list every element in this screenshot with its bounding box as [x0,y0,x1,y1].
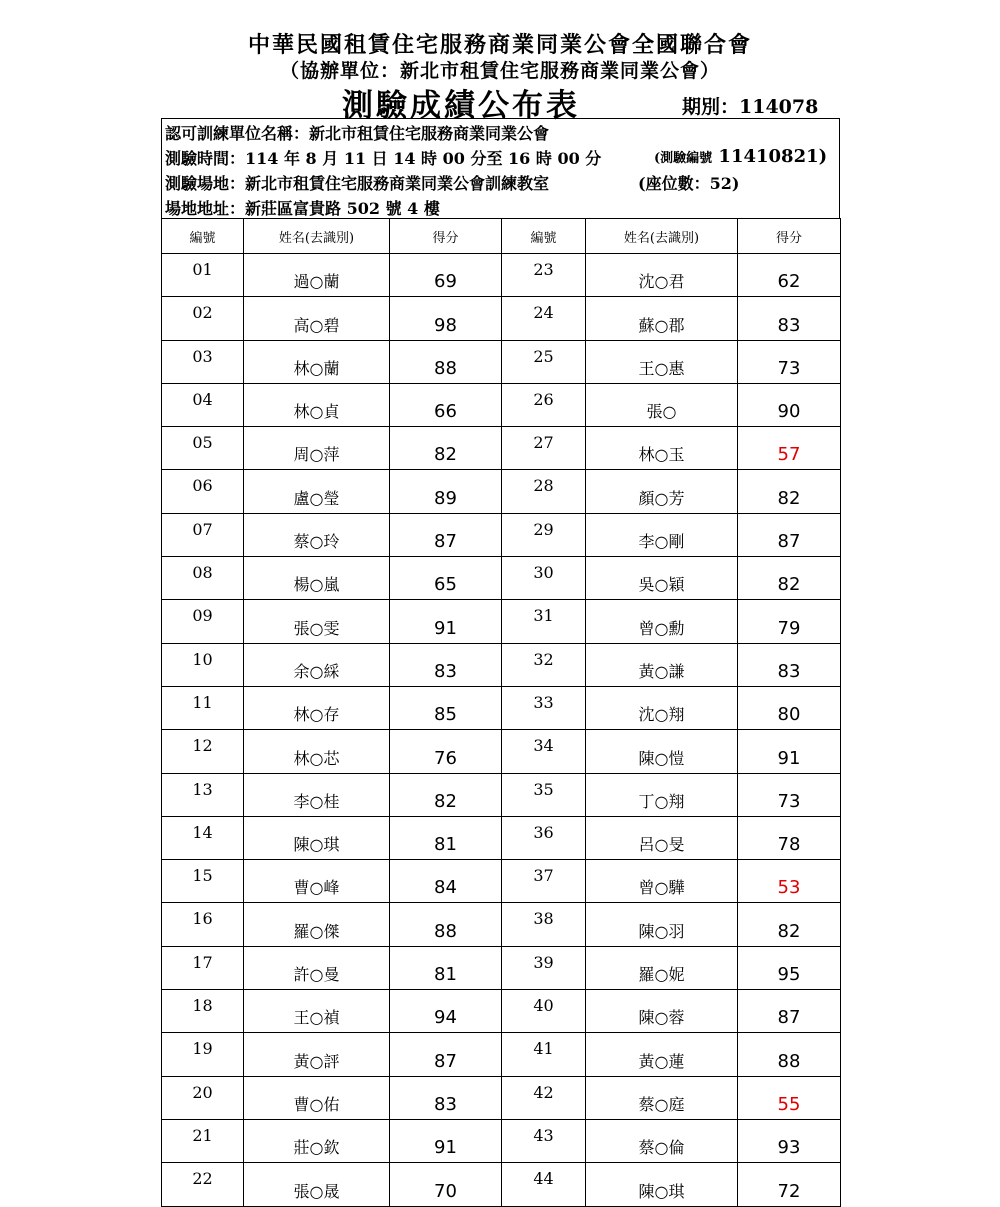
candidate-number: 41 [502,1033,586,1076]
candidate-score: 91 [390,1119,502,1162]
candidate-score: 70 [390,1163,502,1206]
table-row [162,340,841,383]
candidate-number: 30 [502,557,586,600]
table-row [162,1119,841,1162]
candidate-name: 沈○翔 [586,686,738,729]
organization-title: 中華民國租賃住宅服務商業同業公會全國聯合會 [247,32,752,58]
header-name-left: 姓名(去識別) [244,219,390,254]
candidate-number: 06 [162,470,244,513]
candidate-number: 23 [502,254,586,297]
candidate-number: 20 [162,1076,244,1119]
table-row [162,1033,841,1076]
training-unit-line: 認可訓練單位名稱：新北市租賃住宅服務商業同業公會 [165,124,550,143]
candidate-score: 73 [738,340,841,383]
candidate-score: 78 [738,816,841,859]
candidate-number: 24 [502,297,586,340]
candidate-name: 張○雯 [244,600,390,643]
candidate-name: 陳○愷 [586,730,738,773]
table-row [162,470,841,513]
candidate-score: 87 [738,513,841,556]
exam-number [654,146,827,167]
candidate-name: 吳○穎 [586,557,738,600]
candidate-name: 曹○佑 [244,1076,390,1119]
candidate-number: 09 [162,600,244,643]
table-row [162,513,841,556]
table-row [162,773,841,816]
candidate-score: 87 [738,990,841,1033]
seat-count: (座位數：52) [638,174,740,193]
candidate-score: 82 [738,470,841,513]
candidate-score: 82 [390,773,502,816]
candidate-number: 34 [502,730,586,773]
candidate-score: 88 [738,1033,841,1076]
candidate-number: 19 [162,1033,244,1076]
candidate-score: 81 [390,816,502,859]
candidate-name: 林○貞 [244,383,390,426]
candidate-name: 楊○嵐 [244,557,390,600]
candidate-number: 31 [502,600,586,643]
candidate-score-failing: 57 [738,427,841,470]
table-row [162,1163,841,1206]
candidate-name: 張○ [586,383,738,426]
candidate-name: 許○曼 [244,946,390,989]
table-row [162,990,841,1033]
candidate-name: 陳○蓉 [586,990,738,1033]
candidate-score: 87 [390,513,502,556]
candidate-score: 94 [390,990,502,1033]
candidate-score: 95 [738,946,841,989]
candidate-name: 余○綵 [244,643,390,686]
table-row [162,1076,841,1119]
candidate-score-failing: 53 [738,860,841,903]
candidate-number: 03 [162,340,244,383]
candidate-number: 38 [502,903,586,946]
candidate-number: 33 [502,686,586,729]
candidate-number: 35 [502,773,586,816]
candidate-score: 85 [390,686,502,729]
candidate-score: 87 [390,1033,502,1076]
exam-time-line: 測驗時間：114 年 8 月 11 日 14 時 00 分至 16 時 00 分 [165,149,602,168]
candidate-score: 84 [390,860,502,903]
candidate-score: 83 [390,1076,502,1119]
candidate-number: 40 [502,990,586,1033]
candidate-score: 98 [390,297,502,340]
candidate-number: 44 [502,1163,586,1206]
candidate-score: 73 [738,773,841,816]
candidate-name: 莊○欽 [244,1119,390,1162]
table-row [162,946,841,989]
venue-address-line: 場地地址：新莊區富貴路 502 號 4 樓 [165,199,440,218]
candidate-score: 66 [390,383,502,426]
candidate-score: 72 [738,1163,841,1206]
candidate-number: 39 [502,946,586,989]
candidate-name: 羅○妮 [586,946,738,989]
exam-number-value: 11410821) [712,146,828,167]
header-number-right: 編號 [502,219,586,254]
candidate-number: 14 [162,816,244,859]
table-row [162,643,841,686]
candidate-score: 89 [390,470,502,513]
table-row [162,903,841,946]
candidate-score: 80 [738,686,841,729]
candidate-number: 16 [162,903,244,946]
candidate-score: 76 [390,730,502,773]
candidate-name: 蔡○庭 [586,1076,738,1119]
candidate-score: 93 [738,1119,841,1162]
candidate-score: 62 [738,254,841,297]
candidate-name: 過○蘭 [244,254,390,297]
candidate-number: 11 [162,686,244,729]
candidate-name: 陳○羽 [586,903,738,946]
table-header-row [162,219,841,254]
candidate-name: 曾○驊 [586,860,738,903]
candidate-name: 林○蘭 [244,340,390,383]
candidate-score: 88 [390,903,502,946]
candidate-name: 羅○傑 [244,903,390,946]
candidate-name: 蔡○倫 [586,1119,738,1162]
candidate-number: 36 [502,816,586,859]
candidate-score: 91 [390,600,502,643]
candidate-name: 李○剛 [586,513,738,556]
table-row [162,816,841,859]
table-row [162,600,841,643]
candidate-name: 林○存 [244,686,390,729]
candidate-name: 蘇○郡 [586,297,738,340]
candidate-score-failing: 55 [738,1076,841,1119]
candidate-number: 01 [162,254,244,297]
document-title: 測驗成績公布表 [342,88,580,124]
exam-number-label: (測驗編號 [654,151,713,166]
candidate-score: 69 [390,254,502,297]
candidate-number: 29 [502,513,586,556]
exam-venue-line: 測驗場地：新北市租賃住宅服務商業同業公會訓練教室 [165,174,550,193]
table-row [162,427,841,470]
candidate-name: 盧○瑩 [244,470,390,513]
candidate-number: 07 [162,513,244,556]
candidate-number: 42 [502,1076,586,1119]
candidate-name: 顏○芳 [586,470,738,513]
candidate-name: 王○禎 [244,990,390,1033]
candidate-number: 28 [502,470,586,513]
candidate-number: 10 [162,643,244,686]
table-row [162,860,841,903]
candidate-name: 黃○謙 [586,643,738,686]
table-row [162,297,841,340]
candidate-number: 18 [162,990,244,1033]
candidate-number: 04 [162,383,244,426]
candidate-score: 81 [390,946,502,989]
candidate-name: 曾○勳 [586,600,738,643]
candidate-name: 林○芯 [244,730,390,773]
candidate-name: 沈○君 [586,254,738,297]
header-number-left: 編號 [162,219,244,254]
header-score-left: 得分 [390,219,502,254]
candidate-name: 陳○琪 [586,1163,738,1206]
candidate-number: 12 [162,730,244,773]
candidate-score: 88 [390,340,502,383]
candidate-number: 05 [162,427,244,470]
exam-info-box [161,118,840,218]
candidate-number: 08 [162,557,244,600]
candidate-number: 17 [162,946,244,989]
candidate-number: 21 [162,1119,244,1162]
candidate-score: 82 [390,427,502,470]
candidate-number: 25 [502,340,586,383]
table-row [162,254,841,297]
candidate-name: 張○晟 [244,1163,390,1206]
candidate-name: 陳○琪 [244,816,390,859]
candidate-name: 丁○翔 [586,773,738,816]
candidate-score: 79 [738,600,841,643]
candidate-number: 37 [502,860,586,903]
candidate-number: 26 [502,383,586,426]
candidate-name: 王○惠 [586,340,738,383]
candidate-score: 90 [738,383,841,426]
candidate-name: 黃○蓮 [586,1033,738,1076]
period-number: 期別：114078 [682,96,819,118]
candidate-score: 65 [390,557,502,600]
candidate-name: 李○桂 [244,773,390,816]
candidate-number: 32 [502,643,586,686]
candidate-number: 43 [502,1119,586,1162]
header-name-right: 姓名(去識別) [586,219,738,254]
table-row [162,730,841,773]
candidate-number: 02 [162,297,244,340]
candidate-number: 22 [162,1163,244,1206]
candidate-score: 83 [738,643,841,686]
candidate-name: 曹○峰 [244,860,390,903]
candidate-score: 82 [738,903,841,946]
table-row [162,557,841,600]
candidate-name: 蔡○玲 [244,513,390,556]
candidate-score: 83 [738,297,841,340]
candidate-score: 82 [738,557,841,600]
candidate-number: 15 [162,860,244,903]
score-table [161,218,841,1207]
candidate-name: 黃○評 [244,1033,390,1076]
candidate-name: 呂○旻 [586,816,738,859]
score-table-body [162,254,841,1207]
candidate-name: 林○玉 [586,427,738,470]
candidate-score: 83 [390,643,502,686]
candidate-name: 高○碧 [244,297,390,340]
co-organizer-line: （協辦單位：新北市租賃住宅服務商業同業公會） [279,60,720,82]
candidate-number: 13 [162,773,244,816]
table-row [162,686,841,729]
candidate-number: 27 [502,427,586,470]
candidate-score: 91 [738,730,841,773]
candidate-name: 周○萍 [244,427,390,470]
table-row [162,383,841,426]
header-score-right: 得分 [738,219,841,254]
